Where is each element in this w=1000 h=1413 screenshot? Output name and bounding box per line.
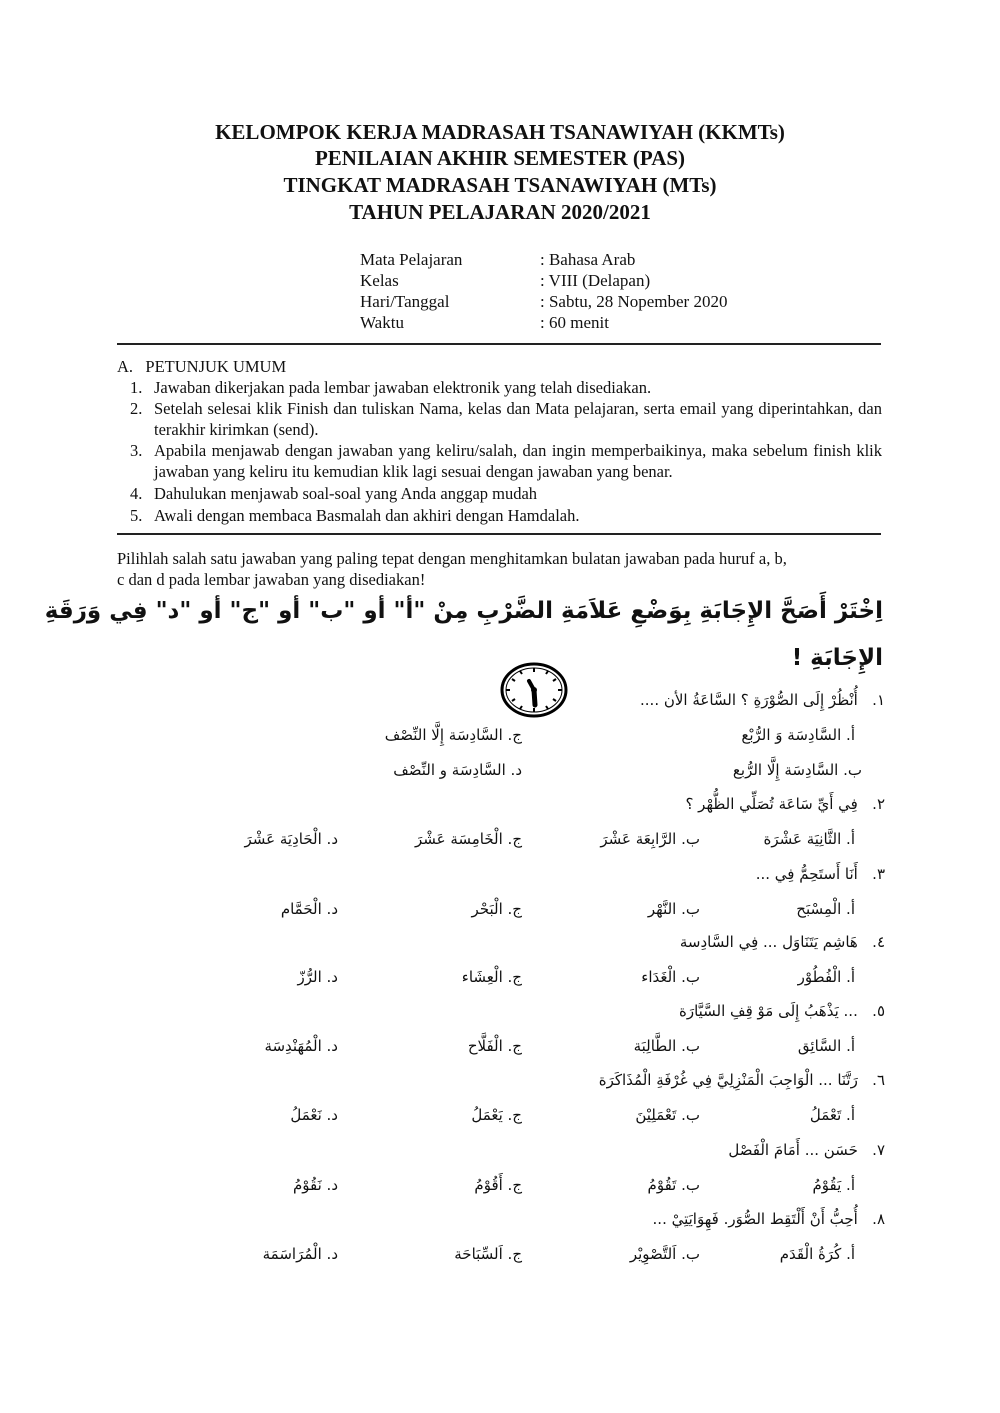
instruction-text: Dahulukan menjawab soal-soal yang Anda anggap mudah [154, 484, 538, 503]
question-number: ٦. [872, 1071, 885, 1089]
question-7 [728, 1140, 885, 1160]
option-d[interactable]: د. الْحَادِيَة عَشْرَ [244, 830, 338, 848]
instruction-number: 1. [130, 378, 143, 397]
option-a[interactable]: أ. الثَّانِيَة عَشْرَة [763, 830, 855, 848]
option-c[interactable]: ج. الْخَامِسَة عَشْرَ [414, 830, 522, 848]
option-b[interactable]: ب. تَقُوْمُ [647, 1176, 700, 1194]
question-text: هَاشِم يَتَنَاوَل ... فِي السَّادِسة [679, 933, 858, 951]
question-number: ٥. [872, 1002, 885, 1020]
question-number: ٧. [872, 1141, 885, 1159]
option-b[interactable]: ب. الرَّابِعَة عَشْرَ [600, 830, 700, 848]
instruction-item [130, 398, 882, 440]
option-c[interactable]: ج. الْعِشَاء [461, 968, 522, 986]
option-a[interactable]: أ. السَّادِسَة وَ الرُّبْع [741, 726, 855, 744]
instruction-number: 3. [130, 441, 143, 460]
option-b[interactable]: ب. السَّادِسَة إِلَّا الرُّبع [732, 761, 862, 779]
option-a[interactable]: أ. الْمِسْبَح [796, 900, 855, 918]
question-text: حَسَن ... أَمَامَ الْفَصْل [728, 1141, 858, 1159]
meta-label: Mata Pelajaran [360, 250, 463, 269]
instruction-text: Awali dengan membaca Basmalah dan akhiri dengan Hamdalah. [154, 506, 580, 525]
option-c[interactable]: ج. الْبَحْر [471, 900, 522, 918]
meta-value: : Sabtu, 28 Nopember 2020 [540, 292, 728, 311]
question-text: أُحِبُّ أَنْ أَلْتَقِط الصُّوَر. فَهِوَايَتِيْ ... [652, 1210, 858, 1228]
option-b[interactable]: ب. النَّهْر [647, 900, 700, 918]
option-c[interactable]: ج. يَعْمَلُ [471, 1106, 522, 1124]
option-b[interactable]: ب. الْغَدَاء [641, 968, 700, 986]
meta-row [360, 271, 650, 291]
question-number: ١. [872, 691, 885, 709]
meta-value: : VIII (Delapan) [540, 271, 651, 290]
meta-value: : Bahasa Arab [540, 250, 636, 269]
instruction-item [130, 377, 882, 398]
directions-line-1: Pilihlah salah satu jawaban yang paling tepat dengan menghitamkan bulatan jawaban pada huruf a, b, [117, 549, 787, 568]
header-line-2: PENILAIAN AKHIR SEMESTER (PAS) [314, 146, 686, 170]
question-8 [653, 1209, 885, 1229]
instruction-text: Jawaban dikerjakan pada lembar jawaban elektronik yang telah disediakan. [154, 378, 652, 397]
meta-value: : 60 menit [540, 313, 609, 332]
question-5 [679, 1001, 885, 1021]
meta-row [360, 292, 727, 312]
instruction-number: 2. [130, 399, 143, 418]
question-3 [756, 864, 885, 884]
clock-icon [499, 661, 569, 719]
option-d[interactable]: د. الْحَمَّام [280, 900, 338, 918]
question-text: ... يَذْهَبُ إِلَى مَوْ قِفِ السَّيَّارَة [678, 1002, 858, 1020]
question-text: أُنْظُرْ إِلَى الصُّوْرَةِ ؟ السَّاعَةُ الأن .... [640, 691, 858, 709]
option-a[interactable]: أ. السَّائِق [797, 1037, 855, 1055]
option-c[interactable]: ج. الْفَلَّاح [467, 1037, 522, 1055]
divider-top [117, 343, 881, 345]
question-1 [640, 690, 885, 710]
instruction-number: 4. [130, 484, 143, 503]
option-c[interactable]: ج. اَلسِّبَاحَة [454, 1245, 522, 1263]
directions-line-2: c dan d pada lembar jawaban yang disediakan! [117, 570, 426, 589]
option-a[interactable]: أ. يَقُوْمُ [812, 1176, 855, 1194]
option-d[interactable]: د. الْمُهَنْدِسَة [264, 1037, 338, 1055]
meta-row [360, 313, 609, 333]
instruction-number: 5. [130, 506, 143, 525]
question-text: رَتَّنَا ... الْوَاجِبَ الْمَنْزِلِيَّ فِي غُرْفَةِ الْمُذَاكَرَة [598, 1071, 858, 1089]
header-line-1: KELOMPOK KERJA MADRASAH TSANAWIYAH (KKMTs) [215, 120, 785, 144]
question-number: ٣. [872, 865, 885, 883]
option-d[interactable]: د. الْمُرَاسَمَة [262, 1245, 338, 1263]
instruction-item [130, 440, 882, 482]
header-line-3: TINGKAT MADRASAH TSANAWIYAH (MTs) [283, 173, 717, 197]
option-a[interactable]: أ. تَعْمَلُ [809, 1106, 855, 1124]
option-c[interactable]: ج. أَقُوْمُ [474, 1176, 522, 1194]
option-d[interactable]: د. نَقُوْمُ [292, 1176, 338, 1194]
question-text: فِي أَيِّ سَاعَة تُصَلِّي الظُّهْر ؟ [685, 795, 858, 813]
question-6 [599, 1070, 885, 1090]
instruction-text: Setelah selesai klik Finish dan tuliskan Nama, kelas dan Mata pelajaran, serta email yang diperintahkan, dan terakhir kirimkan (send). [154, 399, 882, 439]
arabic-directions-line-2: الإِجَابَةِ ! [791, 645, 883, 671]
question-number: ٤. [872, 933, 885, 951]
option-a[interactable]: أ. كُرَةُ الْقَدَم [779, 1245, 855, 1263]
question-number: ٨. [872, 1210, 885, 1228]
meta-row [360, 250, 635, 270]
option-d[interactable]: د. السَّادِسَة و النِّصْف [393, 761, 522, 779]
option-d[interactable]: د. نَعْمَلُ [290, 1106, 338, 1124]
option-d[interactable]: د. الرُّزّ [297, 968, 338, 986]
instruction-text: Apabila menjawab dengan jawaban yang keliru/salah, dan ingin memperbaikinya, maka sebelum finish klik jawaban yang keliru itu kemudian klik lagi sesuai dengan jawaban yang benar. [154, 441, 882, 481]
option-b[interactable]: ب. تَعْمَلِيْنَ [635, 1106, 700, 1124]
option-b[interactable]: ب. الطَّالِبَة [633, 1037, 700, 1055]
question-number: ٢. [872, 795, 885, 813]
header-line-4: TAHUN PELAJARAN 2020/2021 [349, 200, 651, 224]
meta-label: Waktu [360, 313, 404, 332]
question-text: أَنَا أَستَحِمُّ فِي ... [755, 865, 858, 883]
instruction-item [130, 505, 882, 526]
option-b[interactable]: ب. اَلتَّصْوِيْر [629, 1245, 700, 1263]
question-4 [680, 932, 885, 952]
option-a[interactable]: أ. الْفُطُوْر [797, 968, 855, 986]
divider-bottom [117, 533, 881, 535]
arabic-directions-line-1: اِخْتَرْ أَصَحَّ الإِجَابَةِ بِوَضْعِ عَلاَمَةِ الضَّرْبِ مِنْ "أ" أو "ب" أو "ج" أو "د" فِي وَرَقَةِ [44, 598, 883, 624]
meta-label: Hari/Tanggal [360, 292, 450, 311]
instruction-item [130, 483, 882, 504]
question-2 [685, 794, 885, 814]
option-c[interactable]: ج. السَّادِسَة إِلَّا النِّصْف [384, 726, 522, 744]
instructions-heading: A. PETUNJUK UMUM [117, 357, 287, 376]
meta-label: Kelas [360, 271, 399, 290]
